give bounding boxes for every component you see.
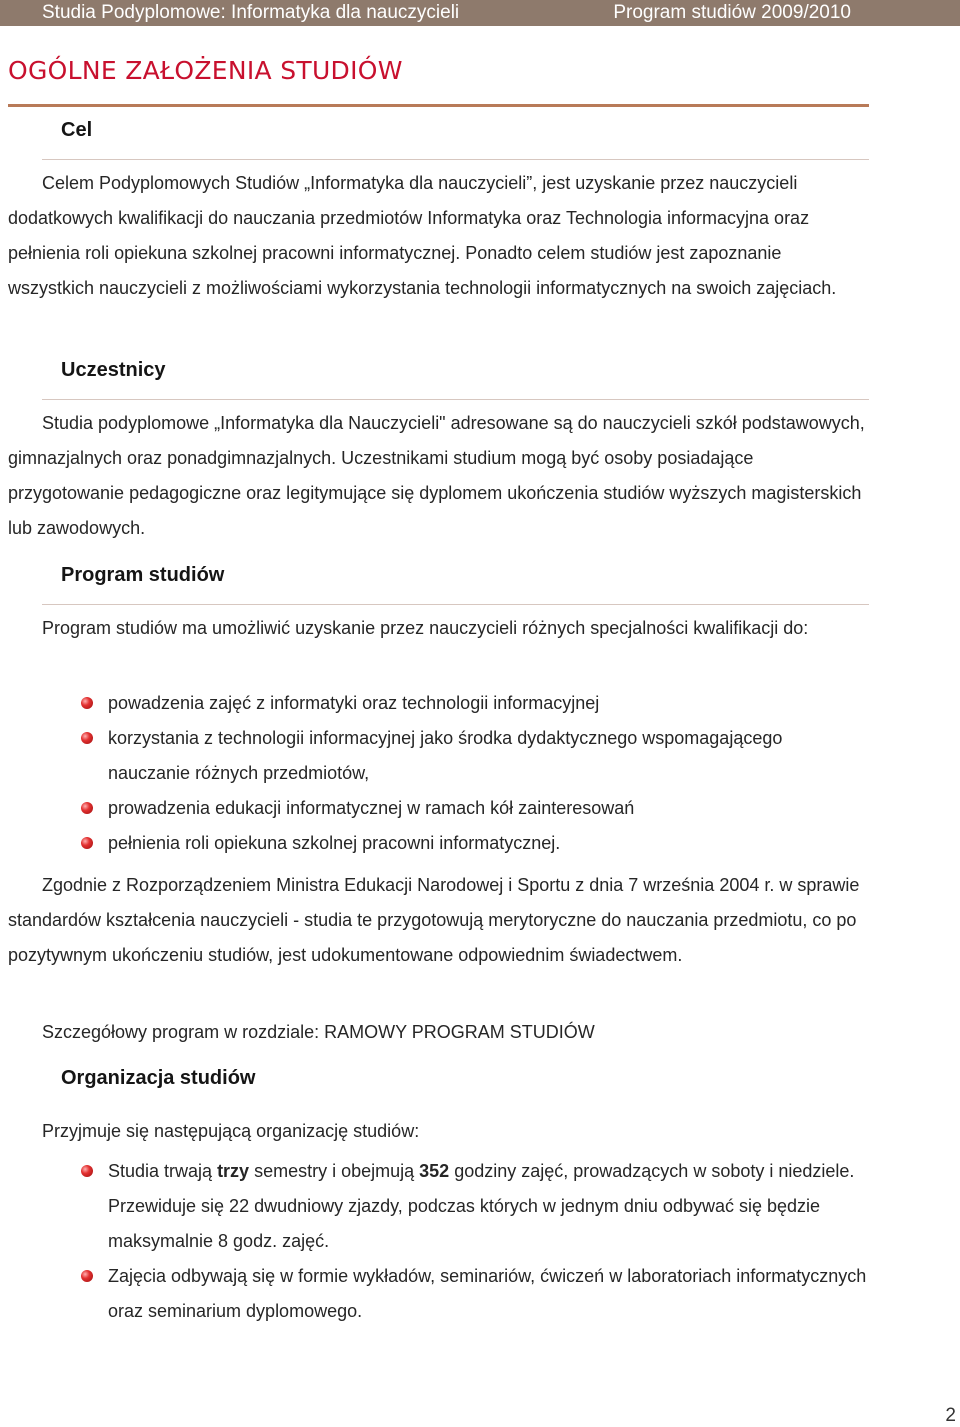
- section-heading-program: Program studiów: [61, 564, 225, 586]
- page-title: OGÓLNE ZAŁOŻENIA STUDIÓW: [8, 56, 403, 85]
- program-regulation: [8, 868, 868, 973]
- section-divider-program: [42, 604, 869, 605]
- hours-count: 352: [419, 1161, 450, 1181]
- organizacja-intro-text: Przyjmuje się następującą organizację studiów:: [42, 1121, 420, 1141]
- uczestnicy-paragraph: [8, 406, 868, 546]
- bullet-icon: [81, 1270, 93, 1282]
- list-item: pełnienia roli opiekuna szkolnej pracowni informatycznej.: [8, 826, 868, 861]
- section-heading-organizacja: Organizacja studiów: [61, 1067, 256, 1089]
- bullet-icon: [81, 1165, 93, 1177]
- bullet-icon: [81, 697, 93, 709]
- section-divider-cel: [42, 159, 869, 160]
- header-program-year: Program studiów 2009/2010: [613, 2, 851, 23]
- organization-list: [8, 1154, 868, 1329]
- list-item: powadzenia zajęć z informatyki oraz technologii informacyjnej: [8, 686, 868, 721]
- cel-paragraph-text: Celem Podyplomowych Studiów „Informatyka dla nauczycieli”, jest uzyskanie przez nauczycieli dodatkowych kwalifikacji do nauczania przedmiotów Informatyka oraz Technologia informacyjna oraz pełnienia roli opiekuna szkolnej pracowni informatycznej. Ponadto celem studiów jest zapoznanie wszystkich nauczycieli z możliwościami wykorzystania technologii informatycznych na swoich zajęciach.: [8, 173, 837, 298]
- program-regulation-text: Zgodnie z Rozporządzeniem Ministra Edukacji Narodowej i Sportu z dnia 7 września 2004 r. w sprawie standardów kształcenia nauczycieli - studia te przygotowują merytoryczne do nauczania przedmiotu, co po pozytywnym ukończeniu studiów, jest udokumentowane odpowiednim świadectwem.: [8, 875, 860, 965]
- semester-count: trzy: [217, 1161, 250, 1181]
- header-document-title: Studia Podyplomowe: Informatyka dla nauczycieli: [42, 2, 460, 23]
- organizacja-intro: [8, 1114, 868, 1149]
- title-divider: [8, 104, 869, 107]
- page-header: [0, 0, 960, 26]
- list-item: prowadzenia edukacji informatycznej w ramach kół zainteresowań: [8, 791, 868, 826]
- program-details-text: Szczegółowy program w rozdziale: RAMOWY PROGRAM STUDIÓW: [42, 1022, 595, 1042]
- list-item: Zajęcia odbywają się w formie wykładów, seminariów, ćwiczeń w laboratoriach informatycznych oraz seminarium dyplomowego.: [8, 1259, 868, 1329]
- list-item: korzystania z technologii informacyjnej jako środka dydaktycznego wspomagającego nauczanie różnych przedmiotów,: [8, 721, 868, 791]
- section-divider-uczestnicy: [42, 399, 869, 400]
- program-intro: [8, 611, 868, 646]
- cel-paragraph: [8, 166, 868, 306]
- bullet-icon: [81, 802, 93, 814]
- section-heading-cel: Cel: [61, 119, 93, 141]
- program-qualifications-list: [8, 686, 868, 861]
- uczestnicy-paragraph-text: Studia podyplomowe „Informatyka dla Nauczycieli" adresowane są do nauczycieli szkół podstawowych, gimnazjalnych oraz ponadgimnazjalnych. Uczestnikami studium mogą być osoby posiadające przygotowanie pedagogiczne oraz legitymujące się dyplomem ukończenia studiów wyższych magisterskich lub zawodowych.: [8, 413, 865, 538]
- page-number: 2: [945, 1405, 956, 1426]
- program-intro-text: Program studiów ma umożliwić uzyskanie przez nauczycieli różnych specjalności kwalifikacji do:: [42, 618, 809, 638]
- bullet-icon: [81, 837, 93, 849]
- section-heading-uczestnicy: Uczestnicy: [61, 359, 166, 381]
- program-details: [8, 1015, 868, 1050]
- list-item: Studia trwają trzy semestry i obejmują 352 godziny zajęć, prowadzących w soboty i niedziele. Przewiduje się 22 dwudniowy zjazdy, podczas których w jednym dniu odbywać się będzie maksymalnie 8 godz. zajęć.: [8, 1154, 868, 1259]
- bullet-icon: [81, 732, 93, 744]
